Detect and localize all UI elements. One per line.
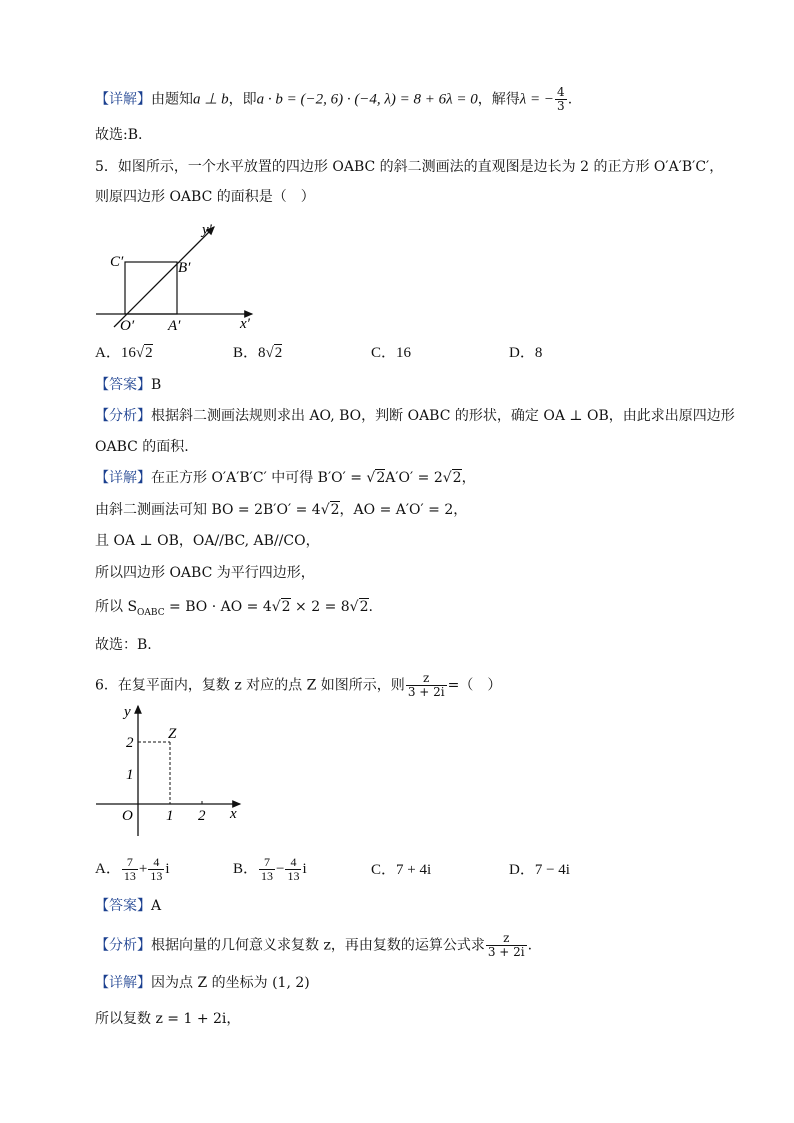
label-y: y xyxy=(124,704,131,720)
text: ，AO = A′O′ = 2， xyxy=(339,502,468,518)
q6-option-b[interactable] xyxy=(233,856,307,883)
text: . xyxy=(567,91,573,108)
label-o: O′ xyxy=(120,318,135,334)
option-value: 16 xyxy=(120,345,136,361)
text: 根据向量的几何意义求复数 z，再由复数的运算公式求 xyxy=(151,937,485,954)
tick-label-x2: 2 xyxy=(198,808,206,824)
math-perp: a ⊥ b xyxy=(193,91,229,108)
q5-detail-line3: 且 OA ⊥ OB，OA//BC, AB//CO， xyxy=(95,533,320,549)
label-x: x′ xyxy=(240,316,250,332)
radicand: 2 xyxy=(281,599,291,615)
radicand: 2 xyxy=(452,470,462,486)
text: ，解得 xyxy=(477,91,520,108)
q5-detail-line5: 所以 $S_{OABC}$ = BO · AO = 4√2 × 2 = 8√2. xyxy=(95,599,373,618)
text: 因为点 Z 的坐标为 (1, 2) xyxy=(151,975,310,991)
fraction: $\frac{7}{13}$ xyxy=(123,855,136,883)
option-value: 8 xyxy=(534,345,543,361)
label-a: A′ xyxy=(168,318,181,334)
q5-analysis-line2: OABC 的面积. xyxy=(95,439,189,455)
q5-stem-line2: 则原四边形 OABC 的面积是（ ） xyxy=(95,189,315,205)
text: A′O′ = 2 xyxy=(385,470,443,486)
operator: + xyxy=(138,860,148,877)
label-y: y′ xyxy=(202,222,212,238)
option-label: C． xyxy=(371,345,397,361)
answer-value: B xyxy=(151,377,162,393)
math-eq: a · b = (−2, 6) · (−4, λ) = 8 + 6λ = 0 xyxy=(256,91,478,108)
option-value: 7 − 4i xyxy=(534,862,570,878)
option-label: B． xyxy=(233,860,259,877)
q5-detail-line4: 所以四边形 OABC 为平行四边形， xyxy=(95,565,315,581)
detail-tag: 【详解】 xyxy=(95,975,151,991)
label-z: Z xyxy=(168,726,177,742)
q6-analysis xyxy=(95,932,532,959)
text: =（ ） xyxy=(447,677,502,694)
option-value: 7 + 4i xyxy=(396,862,432,878)
q5-answer xyxy=(95,375,161,395)
math-lambda: λ = − xyxy=(519,91,555,108)
fraction: $\frac{7}{13}$ xyxy=(261,855,274,883)
q6-answer xyxy=(95,896,161,916)
option-label: D． xyxy=(509,862,535,878)
text: ， xyxy=(461,470,476,486)
tick-label-y1: 1 xyxy=(126,767,134,783)
q6-detail-line2: 所以复数 z = 1 + 2i， xyxy=(95,1011,241,1027)
fraction: $\frac{4}{3}$ xyxy=(557,85,565,113)
text: 6．在复平面内，复数 z 对应的点 Z 如图所示，则 xyxy=(95,677,405,694)
label-c: C′ xyxy=(110,254,124,270)
text: 所以 S xyxy=(95,599,138,615)
option-label: C． xyxy=(371,862,397,878)
q5-detail-line1: 【详解】在正方形 O′A′B′C′ 中可得 B′O′ = √2A′O′ = 2√2， xyxy=(95,470,476,486)
analysis-tag: 【分析】 xyxy=(95,937,151,954)
radicand: 2 xyxy=(359,599,369,615)
option-value: 16 xyxy=(396,345,412,361)
q5-option-c[interactable] xyxy=(371,343,411,363)
text: 由题知 xyxy=(151,91,193,108)
option-label: D． xyxy=(509,345,535,361)
text: . xyxy=(368,599,373,615)
tick-label-x1: 1 xyxy=(166,808,174,824)
q4-detail-line xyxy=(95,86,572,113)
q6-option-a[interactable] xyxy=(95,856,169,883)
detail-tag: 【详解】 xyxy=(95,470,151,486)
answer-tag: 【答案】 xyxy=(95,898,151,914)
text: × 2 = 8 xyxy=(290,599,350,615)
fraction: $\frac{4}{13}$ xyxy=(150,855,163,883)
answer-tag: 【答案】 xyxy=(95,377,151,393)
text: . xyxy=(527,937,533,954)
q5-option-b[interactable]: B．8√2 xyxy=(233,345,283,361)
q5-figure xyxy=(92,212,272,337)
text: = BO · AO = 4 xyxy=(164,599,272,615)
tick-label-y2: 2 xyxy=(126,735,134,751)
fraction: $\frac{z}{3 + 2i}$ xyxy=(487,931,525,959)
option-label: B． xyxy=(233,345,259,361)
radicand: 2 xyxy=(376,470,386,486)
radicand: 2 xyxy=(145,345,153,361)
q6-option-d[interactable] xyxy=(509,860,570,880)
subscript: OABC xyxy=(137,607,165,618)
radicand: 2 xyxy=(330,502,340,518)
q6-option-c[interactable] xyxy=(371,860,431,880)
label-b: B′ xyxy=(178,260,191,276)
q6-detail-line1 xyxy=(95,973,310,993)
text: ，即 xyxy=(228,91,257,108)
answer-value: A xyxy=(151,898,162,914)
option-value: 8 xyxy=(258,345,266,361)
q5-option-d[interactable] xyxy=(509,343,542,363)
text: 在正方形 O′A′B′C′ 中可得 B′O′ = xyxy=(151,470,367,486)
fraction: $\frac{z}{3 + 2i}$ xyxy=(407,671,445,699)
imaginary-unit: i xyxy=(165,860,170,877)
y-axis xyxy=(114,227,214,327)
fraction: $\frac{4}{13}$ xyxy=(287,855,300,883)
q4-answer: 故选:B. xyxy=(95,127,143,143)
q5-analysis-line1 xyxy=(95,406,735,426)
q5-detail-line2: 由斜二测画法可知 BO = 2B′O′ = 4√2，AO = A′O′ = 2， xyxy=(95,502,468,518)
analysis-tag: 【分析】 xyxy=(95,408,151,424)
q5-stem-line1: 5．如图所示，一个水平放置的四边形 OABC 的斜二测画法的直观图是边长为 2 的正方形 O′A′B′C′， xyxy=(95,159,724,175)
q5-option-a[interactable]: A．16√2 xyxy=(95,345,153,361)
imaginary-unit: i xyxy=(302,860,307,877)
detail-tag: 【详解】 xyxy=(95,91,151,108)
label-x: x xyxy=(230,806,237,822)
q5-end: 故选：B. xyxy=(95,637,152,653)
option-label: A． xyxy=(95,860,121,877)
radicand: 2 xyxy=(274,345,283,361)
text: 由斜二测画法可知 BO = 2B′O′ = 4 xyxy=(95,502,321,518)
label-o: O xyxy=(122,808,133,824)
q6-stem xyxy=(95,672,501,699)
operator: − xyxy=(276,860,285,877)
square xyxy=(125,262,177,314)
text: 根据斜二测画法规则求出 AO, BO，判断 OABC 的形状，确定 OA ⊥ OB，由此求出原四边形 xyxy=(151,408,735,424)
q6-figure xyxy=(92,700,252,840)
option-label: A． xyxy=(95,345,121,361)
